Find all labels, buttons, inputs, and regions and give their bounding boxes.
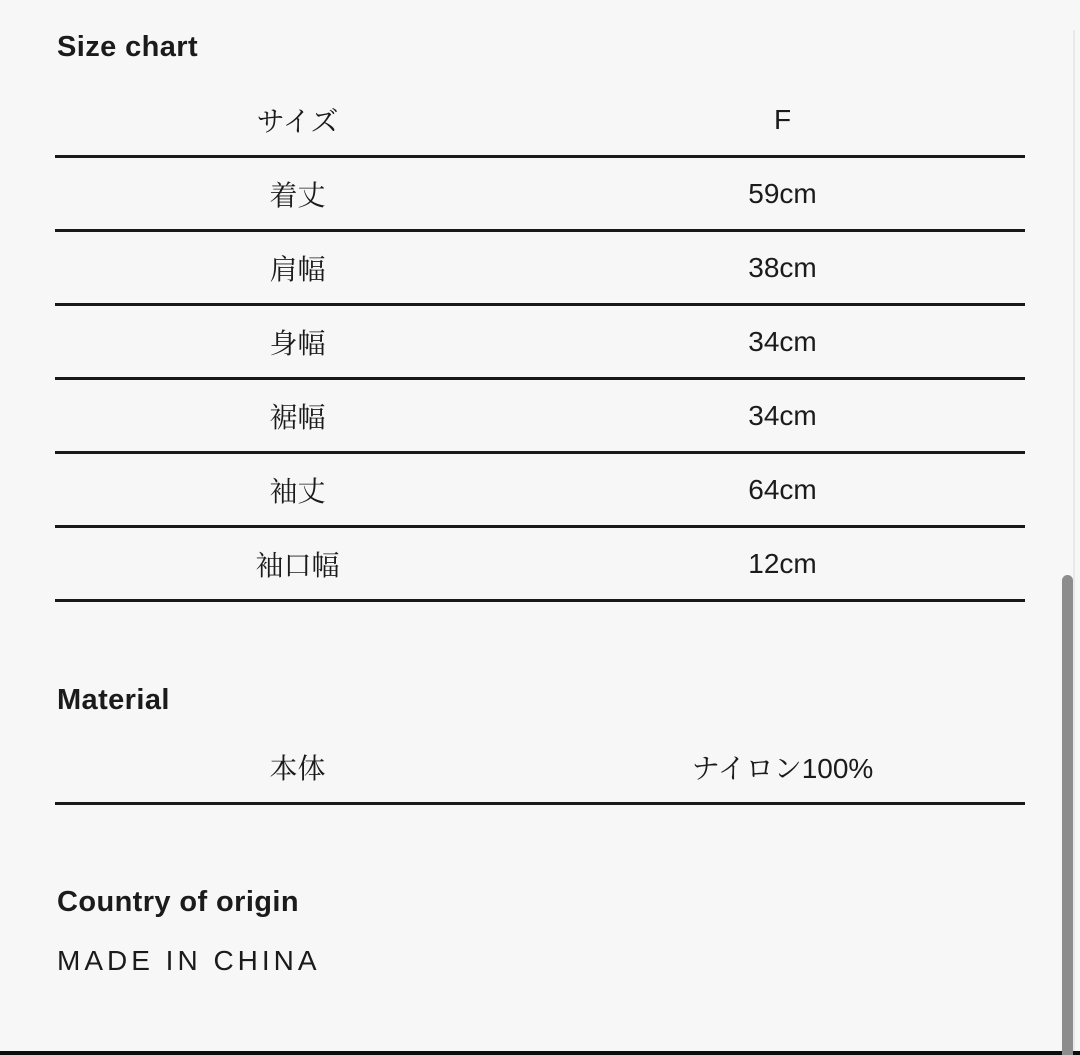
scrollbar-track: [1073, 30, 1075, 1055]
measurement-value: 59cm: [540, 157, 1025, 231]
table-row: [55, 157, 1025, 231]
measurement-label: 裾幅: [55, 379, 540, 453]
measurement-value: 34cm: [540, 379, 1025, 453]
country-of-origin-title: Country of origin: [57, 886, 299, 918]
product-spec-screen: [0, 30, 1080, 978]
size-chart-title: Size chart: [57, 31, 198, 63]
measurement-value: 12cm: [540, 527, 1025, 601]
measurement-label: 袖口幅: [55, 527, 540, 601]
table-row: [55, 731, 1025, 804]
material-table: [55, 731, 1025, 805]
measurement-label: 着丈: [55, 157, 540, 231]
material-value: ナイロン100%: [540, 731, 1025, 804]
material-label: 本体: [55, 731, 540, 804]
size-column-header: サイズ: [55, 84, 540, 157]
size-chart-table: [55, 84, 1025, 602]
table-row: [55, 453, 1025, 527]
table-row: [55, 379, 1025, 453]
measurement-value: 64cm: [540, 453, 1025, 527]
measurement-label: 肩幅: [55, 231, 540, 305]
measurement-value: 38cm: [540, 231, 1025, 305]
size-chart-header-row: [55, 84, 1025, 157]
country-of-origin-value: MADE IN CHINA: [57, 945, 321, 976]
scrollbar-thumb[interactable]: [1062, 575, 1073, 1055]
material-title: Material: [57, 684, 170, 716]
size-f-column-header: F: [540, 84, 1025, 157]
measurement-value: 34cm: [540, 305, 1025, 379]
table-row: [55, 231, 1025, 305]
table-row: [55, 305, 1025, 379]
bottom-edge-bar: [0, 1051, 1080, 1055]
measurement-label: 袖丈: [55, 453, 540, 527]
measurement-label: 身幅: [55, 305, 540, 379]
table-row: [55, 527, 1025, 601]
